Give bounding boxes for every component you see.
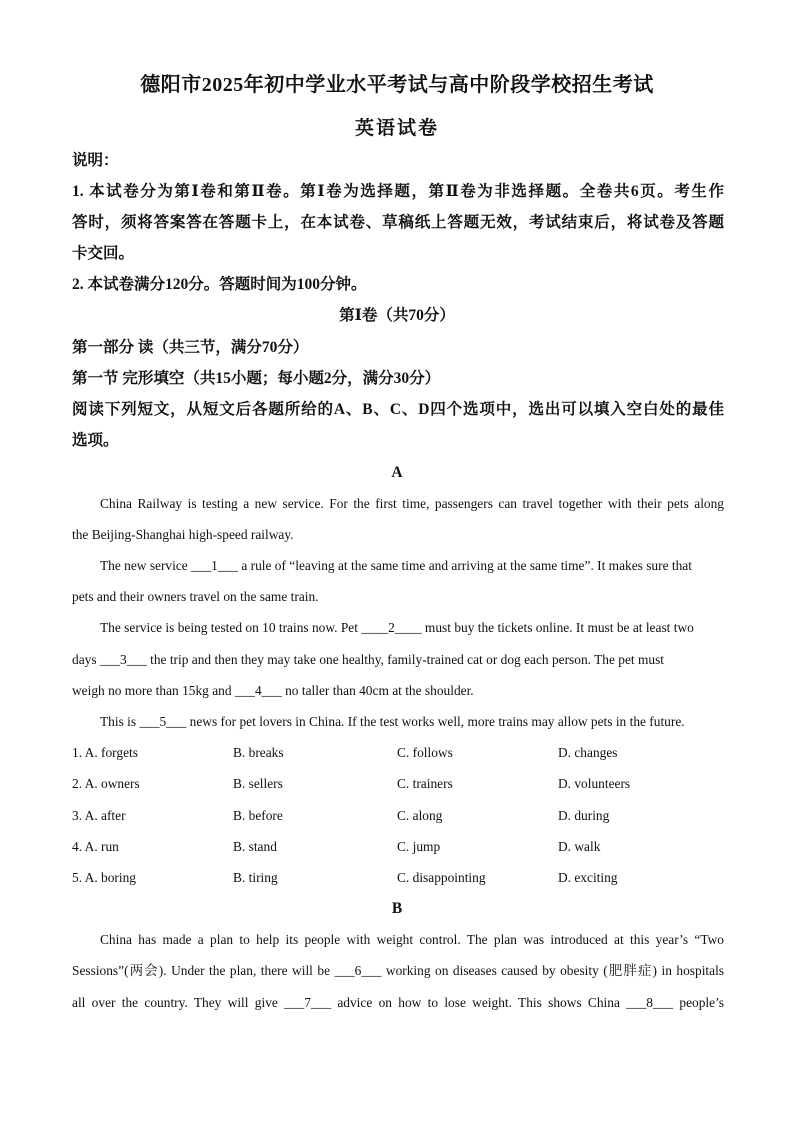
text: The new service <box>100 558 192 573</box>
text: all over the country. They will give <box>72 995 285 1010</box>
option-c: C. disappointing <box>397 870 486 885</box>
passage-b-line-3 <box>72 993 724 1013</box>
option-b: B. before <box>233 808 283 823</box>
blank-4: ___4___ <box>234 683 282 698</box>
blank-3: ___3___ <box>99 652 147 667</box>
option-d: D. walk <box>558 839 601 854</box>
passage-a-p2-line-1 <box>100 556 724 576</box>
passage-a-p3-line-3 <box>72 681 724 701</box>
directions-line-1: 阅读下列短文，从短文后各题所给的A、B、C、D四个选项中，选出可以填入空白处的最佳 <box>72 401 724 418</box>
option-c: C. trainers <box>397 776 453 791</box>
option-b: B. tiring <box>233 870 278 885</box>
option-c: C. jump <box>397 839 441 854</box>
blank-2: ____2____ <box>361 620 422 635</box>
passage-a-p1-line-2: the Beijing-Shanghai high-speed railway. <box>72 527 294 542</box>
instruction-2: 2. 本试卷满分120分。答题时间为100分钟。 <box>72 276 367 293</box>
text: no taller than 40cm at the shoulder. <box>281 683 474 698</box>
text: days <box>72 652 100 667</box>
text: must buy the tickets online. It must be at least two <box>421 620 694 635</box>
exam-subtitle: 英语试卷 <box>354 118 439 139</box>
subsection-heading: 第一节 完形填空（共15小题；每小题2分，满分30分） <box>72 370 441 387</box>
option-d: D. during <box>558 808 610 823</box>
text: weigh no more than 15kg and <box>72 683 235 698</box>
option-b: B. breaks <box>233 745 284 760</box>
instruction-1-line-1: 1. 本试卷分为第Ⅰ卷和第Ⅱ卷。第Ⅰ卷为选择题，第Ⅱ卷为非选择题。全卷共6页。考生作 <box>72 183 724 200</box>
text: a rule of “leaving at the same time and arriving at the same time”. It makes sure that <box>237 558 692 573</box>
blank-1: ___1___ <box>191 558 238 573</box>
option-b: B. stand <box>233 839 277 854</box>
option-c: C. along <box>397 808 443 823</box>
option-d: D. changes <box>558 745 618 760</box>
text: news for pet lovers in China. If the test works well, more trains may allow pets in the future. <box>186 714 685 729</box>
option-b: B. sellers <box>233 776 283 791</box>
text: This is <box>100 714 140 729</box>
option-d: D. exciting <box>558 870 618 885</box>
text: working on diseases caused by obesity (肥胖症) in hospitals <box>381 963 725 978</box>
instruction-1-line-2: 答时，须将答案答在答题卡上，在本试卷、草稿纸上答题无效，考试结束后，将试卷及答题 <box>72 214 724 231</box>
blank-6: ___6___ <box>334 963 382 978</box>
option-a: 5. A. boring <box>72 870 136 885</box>
option-a: 4. A. run <box>72 839 119 854</box>
option-c: C. follows <box>397 745 453 760</box>
instructions-label: 说明： <box>72 152 119 169</box>
option-a: 3. A. after <box>72 808 126 823</box>
text: the trip and then they may take one healthy, family-trained cat or dog each person. The pet must <box>146 652 665 667</box>
passage-b-line-1: China has made a plan to help its people with weight control. The plan was introduced at this year’s “Two <box>100 932 724 947</box>
text: people’s <box>673 995 724 1010</box>
option-d: D. volunteers <box>558 776 631 791</box>
volume-heading: 第Ⅰ卷（共70分） <box>339 307 455 324</box>
text: Sessions”(两会). Under the plan, there will be <box>72 963 335 978</box>
text: The service is being tested on 10 trains now. Pet <box>100 620 362 635</box>
passage-a-p1-line-1: China Railway is testing a new service. For the first time, passengers can travel together with their pets along <box>100 496 724 511</box>
text: advice on how to lose weight. This shows China <box>331 995 627 1010</box>
passage-a-p3-line-2 <box>72 650 724 670</box>
option-a: 1. A. forgets <box>72 745 138 760</box>
part-heading: 第一部分 读（共三节，满分70分） <box>72 339 309 356</box>
exam-title: 德阳市2025年初中学业水平考试与高中阶段学校招生考试 <box>140 74 654 96</box>
passage-b-label: B <box>391 900 403 917</box>
passage-a-label: A <box>391 464 403 481</box>
passage-a-p4 <box>100 712 724 732</box>
directions-line-2: 选项。 <box>72 432 119 449</box>
blank-8: ___8___ <box>626 995 674 1010</box>
option-a: 2. A. owners <box>72 776 140 791</box>
passage-a-p2-line-2: pets and their owners travel on the same train. <box>72 589 319 604</box>
passage-b-line-2 <box>72 961 724 981</box>
instruction-1-line-3: 卡交回。 <box>72 245 135 262</box>
passage-a-p3-line-1 <box>100 618 724 638</box>
blank-5: ___5___ <box>139 714 187 729</box>
blank-7: ___7___ <box>284 995 332 1010</box>
